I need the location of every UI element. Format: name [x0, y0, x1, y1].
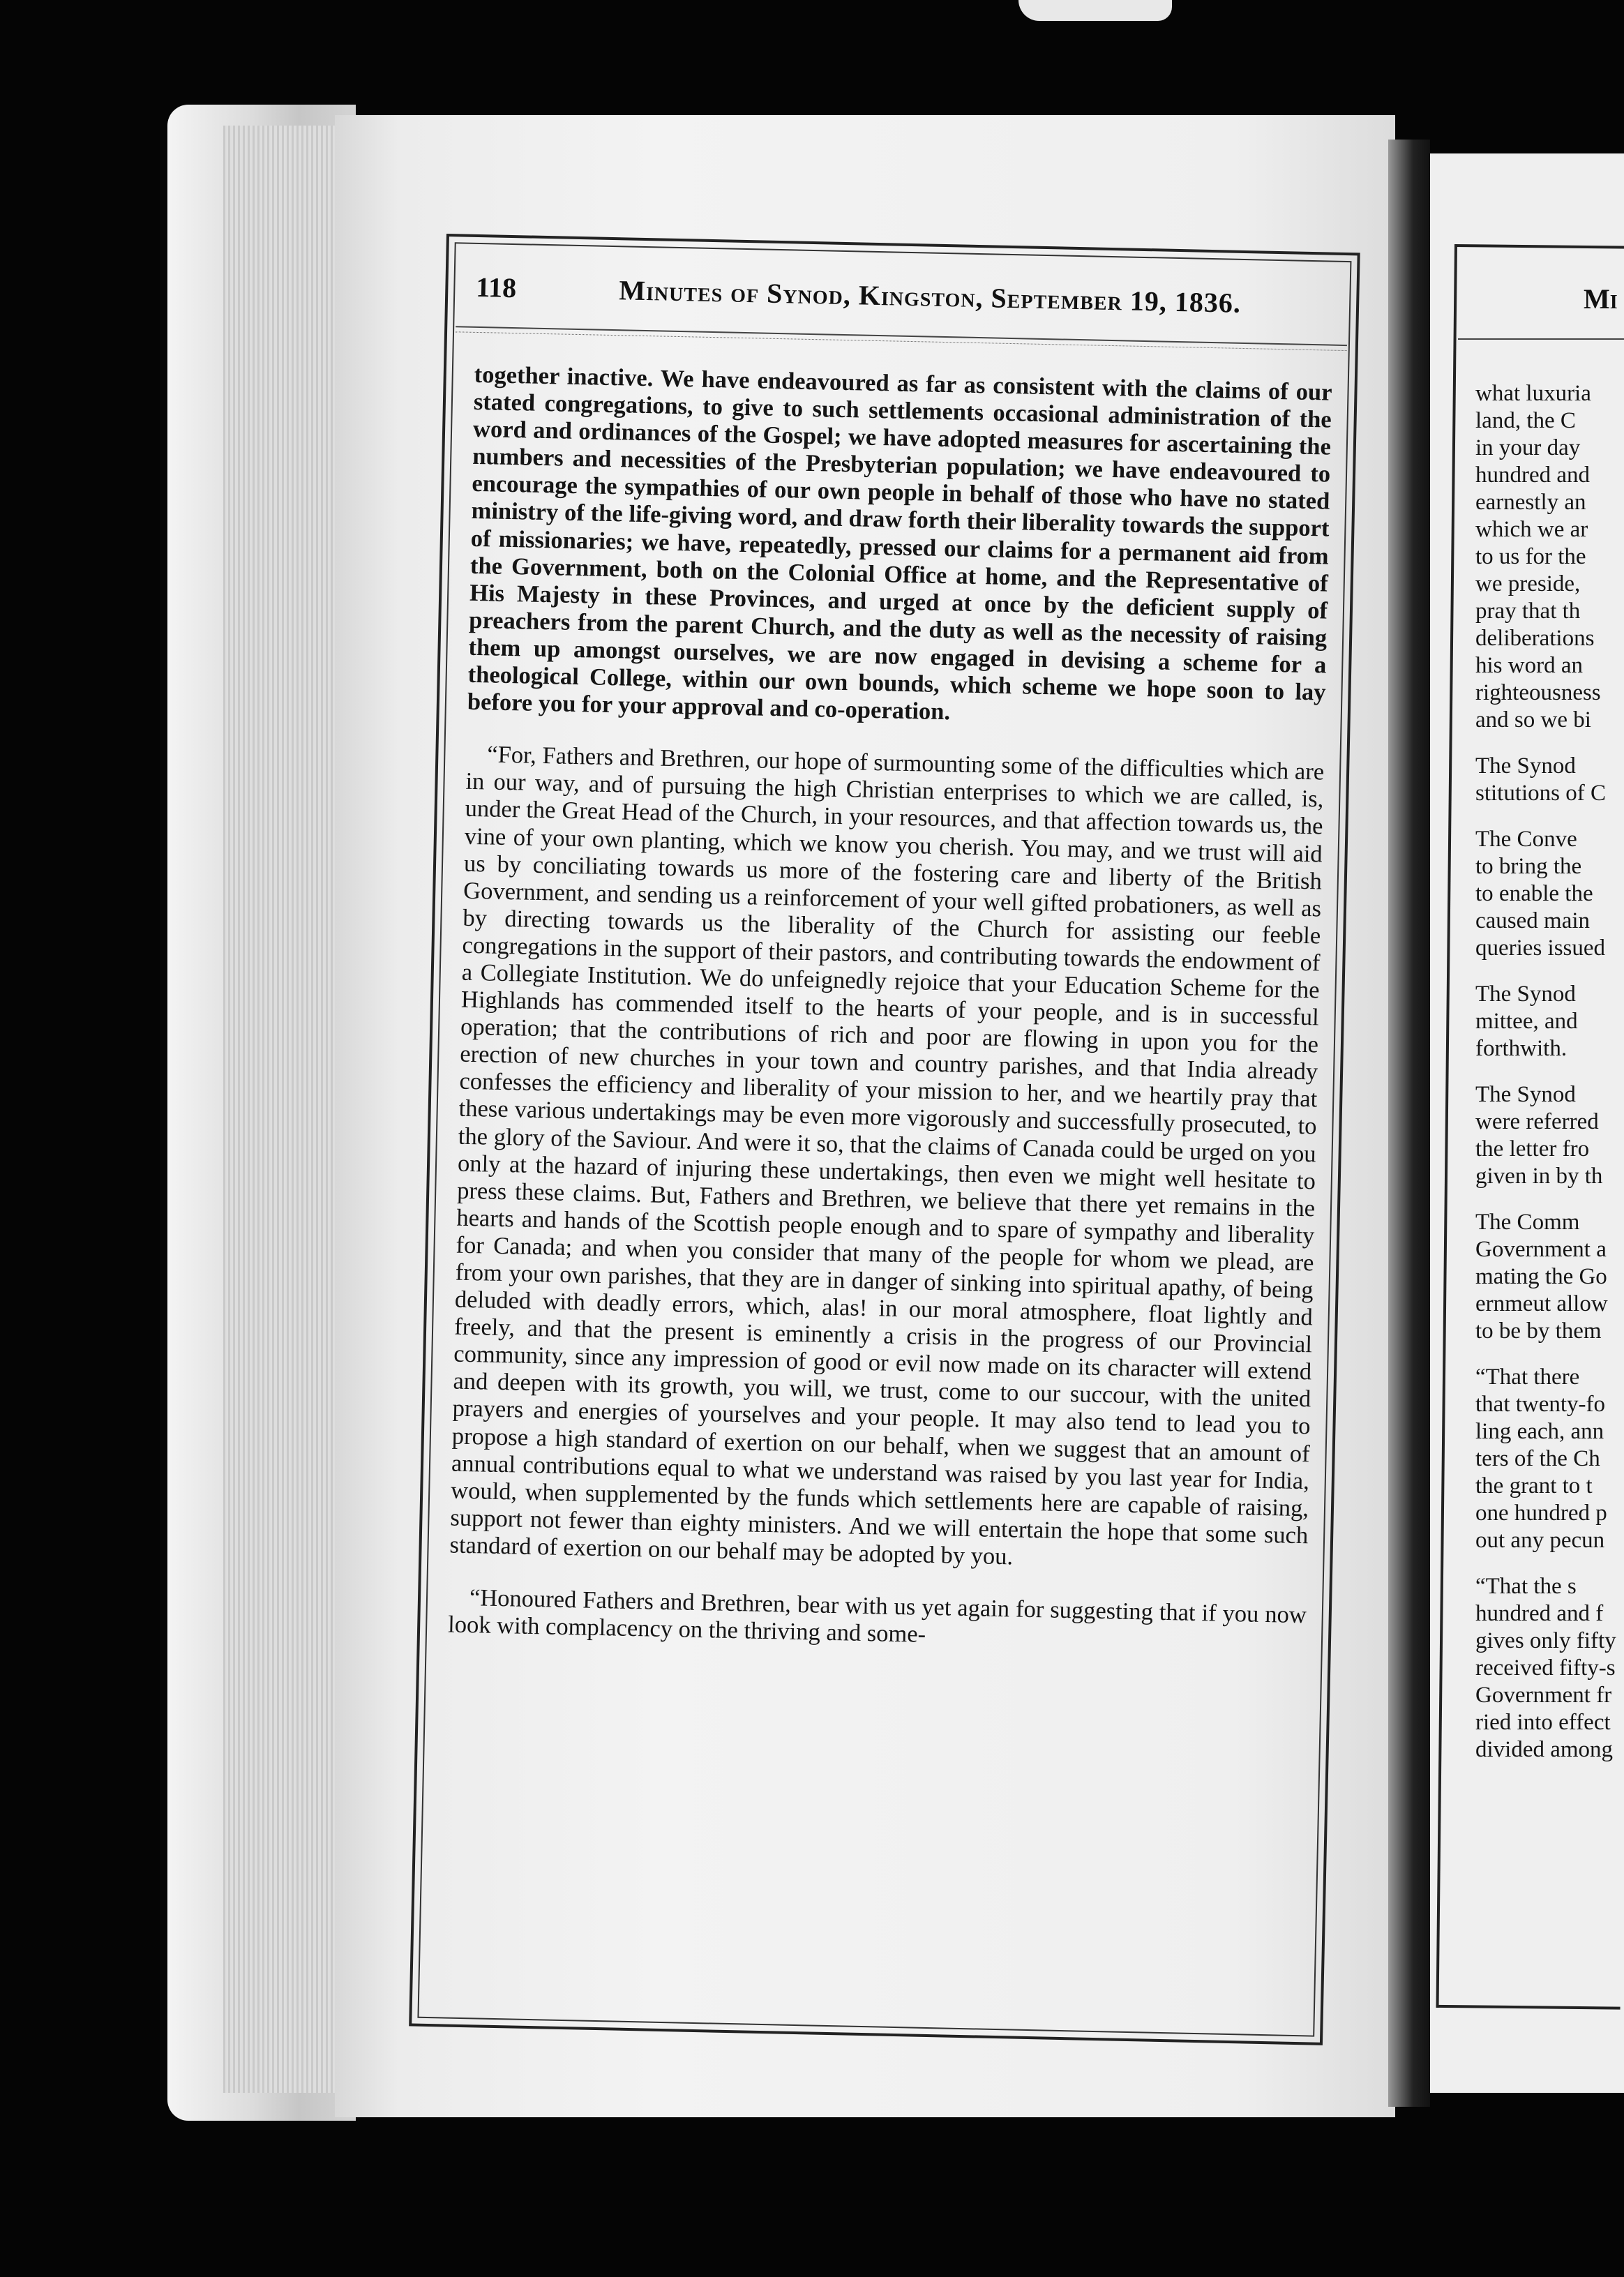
- running-head-title: Minutes of Synod, Kingston, September 19, 1836.: [618, 274, 1242, 319]
- right-page-line: in your day: [1475, 435, 1581, 460]
- right-page-line: Government a: [1475, 1237, 1607, 1262]
- right-page-line: out any pecun: [1475, 1528, 1605, 1553]
- right-page-line: stitutions of C: [1475, 781, 1607, 806]
- right-page-line: The Synod: [1475, 753, 1576, 779]
- left-page-frame: [409, 234, 1360, 2045]
- right-page-line: were referred: [1475, 1109, 1599, 1134]
- body-text: [448, 361, 1332, 1657]
- right-page-line: land, the C: [1475, 408, 1576, 433]
- right-page-line: ried into effect: [1475, 1710, 1611, 1735]
- right-page-line: [1475, 734, 1624, 753]
- right-page-line: The Synod: [1475, 1082, 1576, 1107]
- right-page-line: queries issued: [1475, 935, 1606, 961]
- right-page-line: divided among: [1475, 1737, 1614, 1762]
- right-page-line: The Conve: [1475, 827, 1577, 852]
- right-page-line: received fifty-s: [1475, 1655, 1616, 1681]
- right-page-line: [1475, 1190, 1624, 1209]
- right-page-line: Government fr: [1475, 1683, 1612, 1708]
- right-page-line: ters of the Ch: [1475, 1446, 1600, 1471]
- right-page-line: and so we bi: [1475, 707, 1591, 732]
- right-page-line: righteousness: [1475, 680, 1601, 705]
- right-page-line: ernmeut allow: [1475, 1291, 1608, 1316]
- book-page-edges: [167, 105, 356, 2121]
- right-page-line: forthwith.: [1475, 1036, 1567, 1061]
- right-page-line: caused main: [1475, 908, 1591, 933]
- right-page-line: what luxuria: [1475, 381, 1591, 406]
- right-page-line: we preside,: [1475, 571, 1581, 596]
- right-page-line: ling each, ann: [1475, 1419, 1604, 1444]
- right-page-line: The Synod: [1475, 982, 1576, 1007]
- right-page-line: one hundred p: [1475, 1501, 1607, 1526]
- right-page-line: [1475, 1062, 1624, 1081]
- right-page-line: hundred and f: [1475, 1601, 1604, 1626]
- scan-edge-mark: [1018, 0, 1172, 21]
- right-page-line: mating the Go: [1475, 1264, 1607, 1289]
- right-page-line: given in by th: [1475, 1164, 1603, 1189]
- right-page-line: [1475, 962, 1624, 981]
- right-page-text: [1475, 380, 1624, 1764]
- book-gutter: [1388, 140, 1430, 2107]
- right-page-line: to bring the: [1475, 854, 1582, 879]
- page-number: 118: [475, 271, 517, 304]
- right-page-line: to enable the: [1475, 881, 1593, 906]
- right-page-line: which we ar: [1475, 517, 1588, 542]
- right-page-line: “That the s: [1475, 1574, 1577, 1599]
- right-page-line: pray that th: [1475, 599, 1581, 624]
- right-page-line: [1475, 1554, 1624, 1573]
- paragraph-2: “For, Fathers and Brethren, our hope of surmounting some of the difficulties which are in our way, and of pursuing the high Christian enterprises to which we are called, is, under the Great Head of the Church, in your resources, and that affection towards us, the vine of your own planting, which we know you cherish. You may, and we trust will aid us by conciliating towards us more of the fostering care and liberty of the British Government, and sending us a reinforcement of your well gifted probationers, as well as by directing towards us the liberality of the Church for assisting our feeble congregations in the support of their pastors, and contributing towards the endowment of a Collegiate Institution. We do unfeignedly rejoice that your Education Scheme for the Highlands has commended itself to the hearts of your people, and is in successful operation; that the contributions of rich and poor are flowing in upon you for the erection of new churches in your town and country parishes, and that India already confesses the efficiency and liberality of your mission to her, and we heartily pray that these various undertakings may be even more vigorously and successfully prosecuted, to the glory of the Saviour. And were it so, that the claims of Canada could be urged on you only at the hazard of injuring these undertakings, then even we might well hesitate to press these claims. But, Fathers and Brethren, we believe that there yet remains in the hearts and hands of the Scottish people enough and to spare of sympathy and liberality for Canada; and when you consider that many of the people for whom we plead, are from your own parishes, that they are in danger of sinking into spiritual apathy, of being deluded with deadly errors, which, alas! in our moral atmosphere, float lightly and freely, and that the present is eminently a crisis in the progress of our Provincial community, since any impression of good or evil now made on its character will extend and deepen with its growth, you will, we trust, come to our succour, with the united prayers and energies of yourselves and your people. It may also tend to lead you to propose a high standard of exertion on our behalf, when we suggest that an amount of annual contributions equal to what we understand was raised by you last year for India, would, when supplemented by the funds which settlements here are capable of raising, support not fewer than eighty ministers. And we will entertain the hope that some such standard of exertion on our behalf may be adopted by you.: [449, 741, 1325, 1570]
- right-page-line: earnestly an: [1475, 490, 1586, 515]
- right-page-line: to us for the: [1475, 544, 1586, 569]
- right-page-line: to be by them: [1475, 1318, 1602, 1344]
- right-page-line: [1475, 1345, 1624, 1364]
- right-page-line: his word an: [1475, 653, 1583, 678]
- right-header-rule: [1458, 338, 1624, 343]
- right-page-line: hundred and: [1475, 463, 1591, 488]
- right-page-line: that twenty-fo: [1475, 1392, 1606, 1417]
- paragraph-3: “Honoured Fathers and Brethren, bear with us yet again for suggesting that if you now look with complacency on the thriving and some-: [447, 1584, 1307, 1648]
- right-page-line: [1475, 807, 1624, 826]
- paragraph-1: together inactive. We have endeavoured as far as consistent with the claims of our stated congregations, to give to such settlements occasional administration of the word and ordinances of the Gospel; we have adopted measures for ascertaining the numbers and necessities of the Presbyterian population; we have endeavoured to encourage the sympathies of our own people in behalf of those who have no stated ministry of the life-giving word, and draw forth their liberality towards the support of missionaries; we have, repeatedly, pressed our claims for a permanent aid from the Government, both on the Colonial Office at home, and the Representative of His Majesty in these Provinces, and urged at once by the deficient supply of preachers from the parent Church, and the duty as well as the necessity of raising them up amongst ourselves, we are now engaged in devising a scheme for a theological College, within our own bounds, which scheme we hope soon to lay before you for your approval and co-operation.: [467, 361, 1332, 726]
- right-page-line: “That there: [1475, 1365, 1580, 1390]
- right-running-head: Mi: [1584, 283, 1618, 315]
- right-page-line: deliberations: [1475, 626, 1595, 651]
- right-page-line: the grant to t: [1475, 1473, 1593, 1498]
- right-page-line: gives only fifty: [1475, 1628, 1616, 1653]
- right-page-line: The Comm: [1475, 1210, 1580, 1235]
- right-page-line: the letter fro: [1475, 1136, 1590, 1162]
- right-page-line: mittee, and: [1475, 1009, 1578, 1034]
